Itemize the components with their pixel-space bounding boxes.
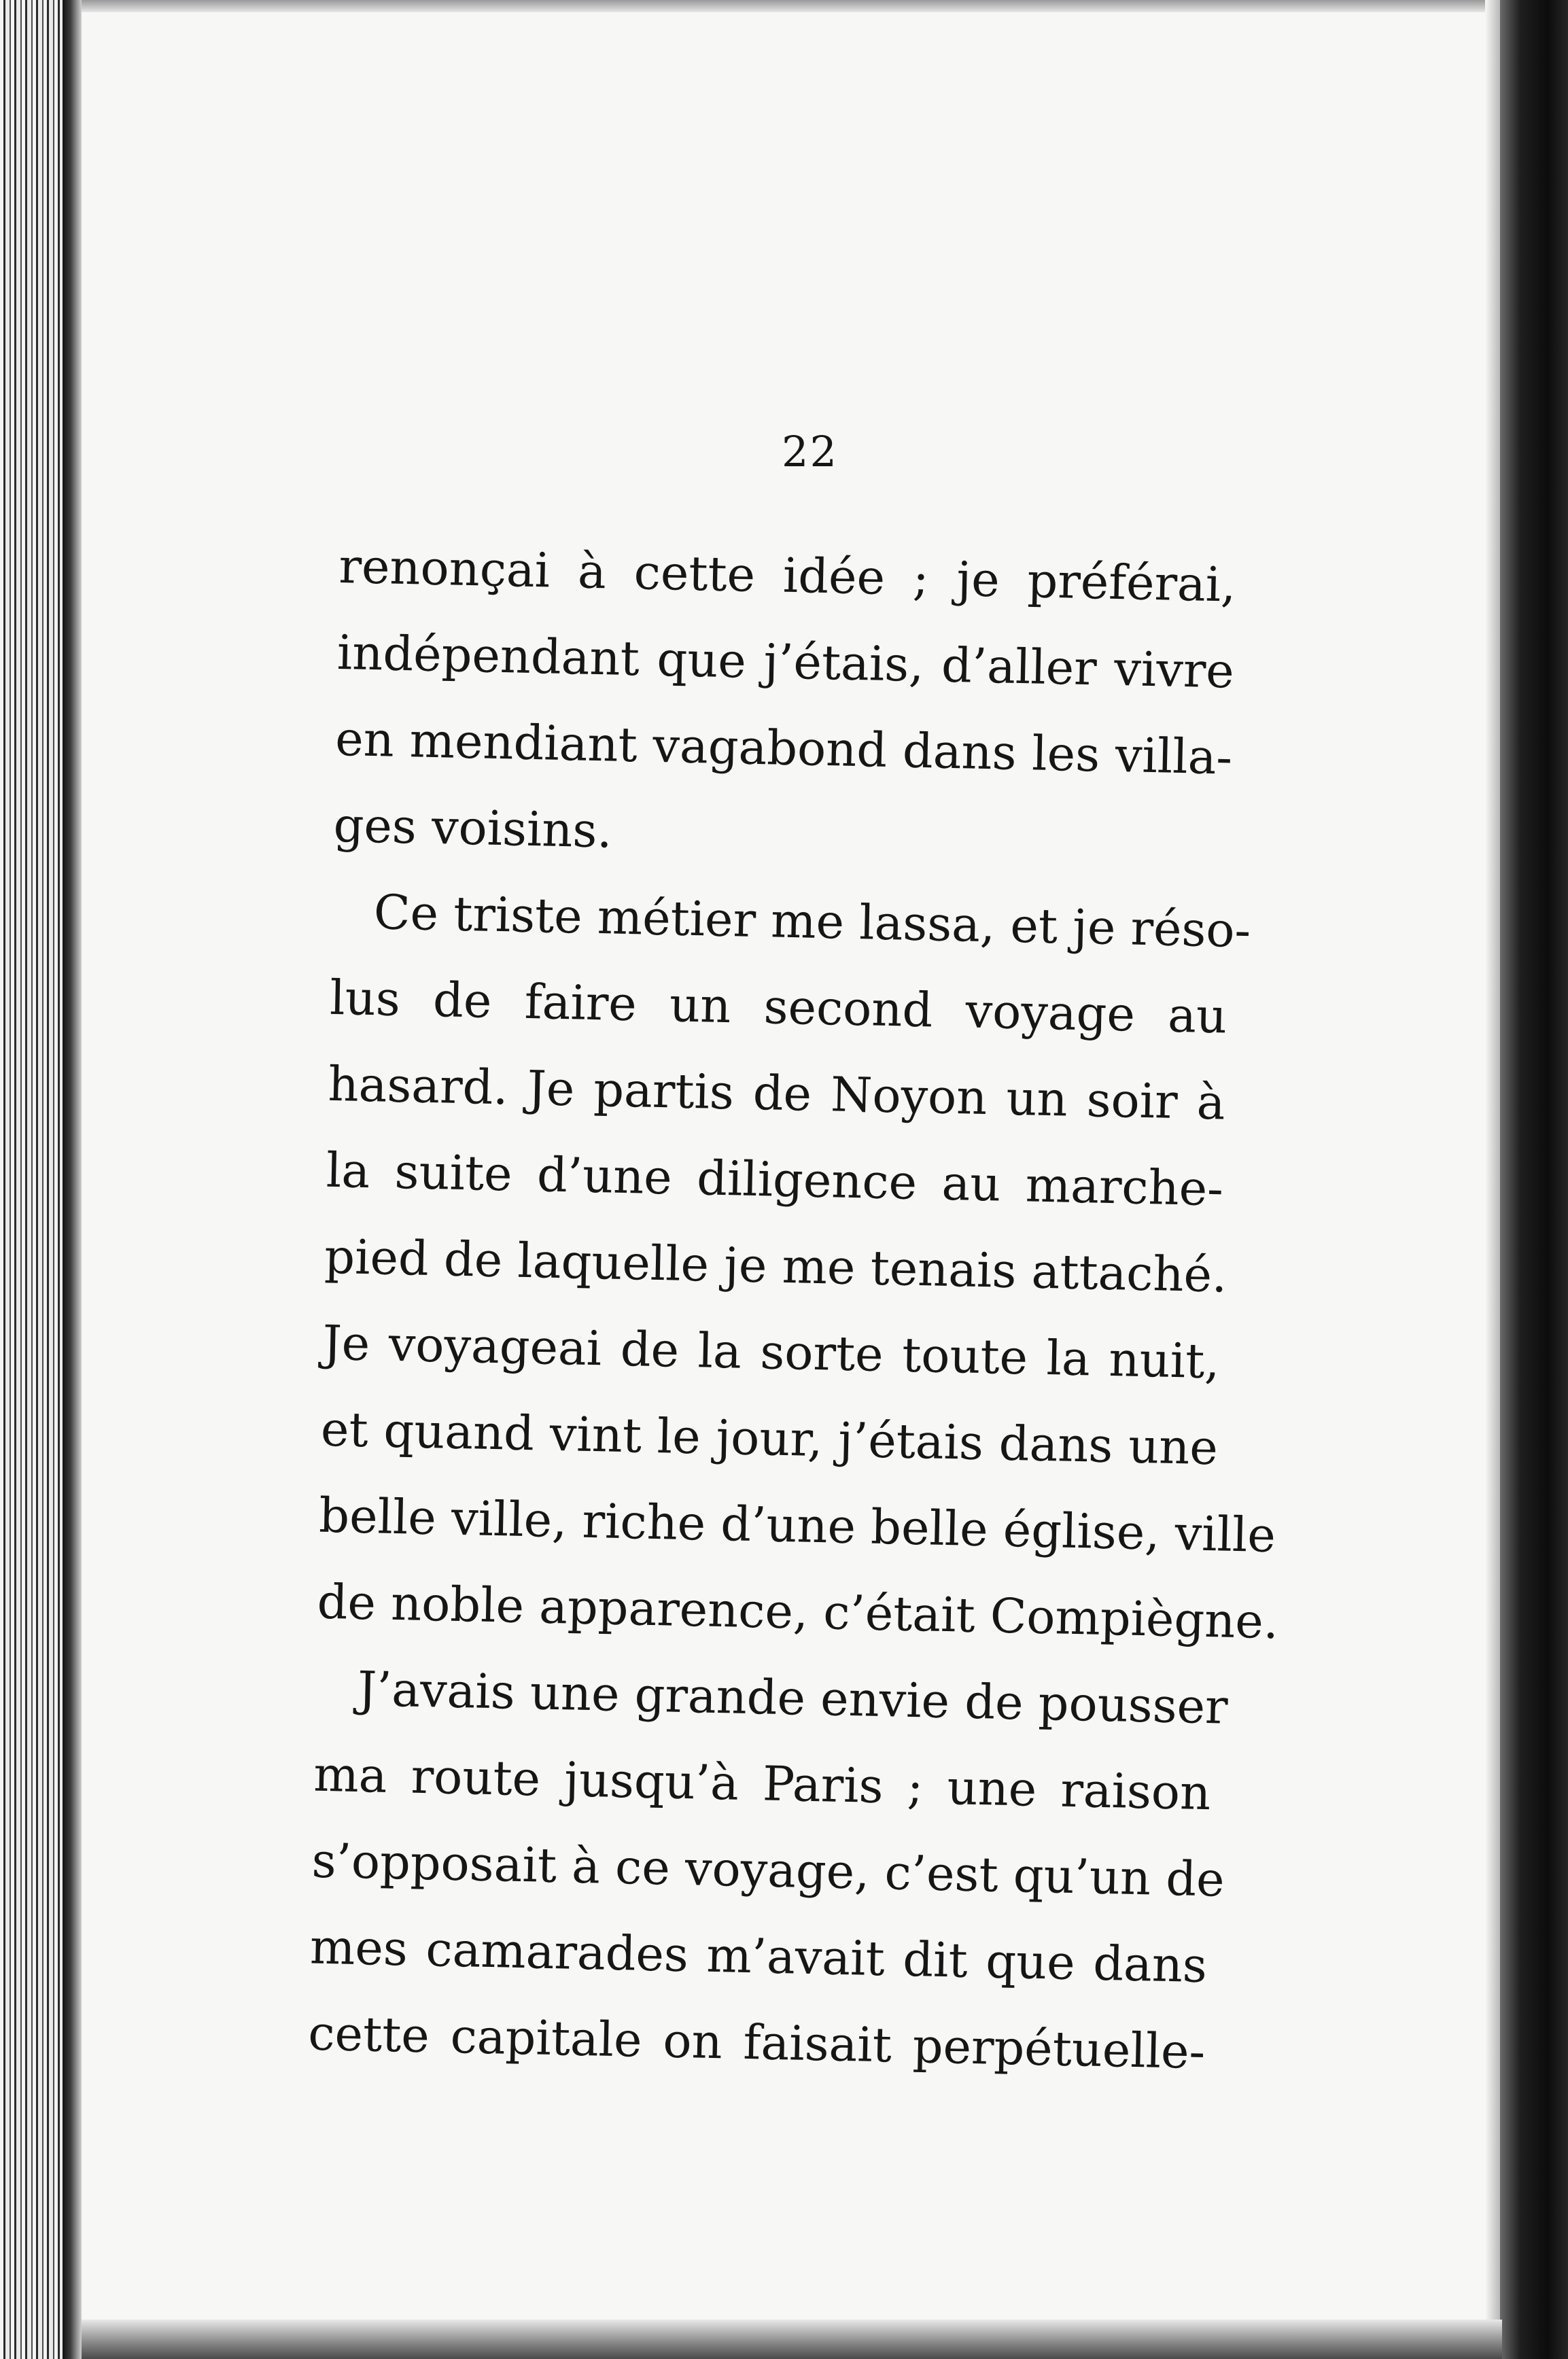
text-line: cette capitale on faisait perpétuelle- bbox=[307, 2005, 1206, 2080]
text-line: Je voyageai de la sorte toute la nuit, bbox=[321, 1314, 1221, 1390]
text-line: et quand vint le jour, j’étais dans une bbox=[320, 1401, 1219, 1476]
scan-top-border bbox=[82, 0, 1502, 12]
text-line: en mendiant vagabond dans les villa- bbox=[334, 710, 1233, 786]
scan-bottom-border bbox=[82, 2320, 1502, 2359]
paragraph-start-line: J’avais une grande envie de pousser bbox=[357, 1660, 1229, 1735]
text-line: ma route jusqu’à Paris ; une raison bbox=[313, 1746, 1212, 1821]
book-page-edges bbox=[0, 0, 82, 2359]
text-line: belle ville, riche d’une belle église, ville bbox=[318, 1487, 1276, 1564]
text-line: renonçai à cette idée ; je préférai, bbox=[338, 538, 1237, 613]
text-line: hasard. Je partis de Noyon un soir à bbox=[327, 1055, 1226, 1131]
paragraph-end-line: de noble apparence, c’était Compiègne. bbox=[316, 1573, 1279, 1650]
body-text bbox=[307, 523, 1279, 2095]
text-line: indépendant que j’étais, d’aller vivre bbox=[336, 624, 1235, 699]
book-binding-shadow bbox=[1500, 0, 1568, 2359]
page-number: 22 bbox=[782, 427, 838, 476]
paragraph-start-line: Ce triste métier me lassa, et je réso- bbox=[373, 884, 1252, 959]
text-line: la suite d’une diligence au marche- bbox=[326, 1142, 1224, 1217]
text-line: s’opposait à ce voyage, c’est qu’un de bbox=[311, 1832, 1225, 1908]
text-line: lus de faire un second voyage au bbox=[329, 969, 1227, 1045]
text-line: mes camarades m’avait dit que dans bbox=[309, 1919, 1208, 1994]
paragraph-end-line: ges voisins. bbox=[332, 797, 613, 859]
text-line: pied de laquelle je me tenais attaché. bbox=[324, 1228, 1228, 1304]
